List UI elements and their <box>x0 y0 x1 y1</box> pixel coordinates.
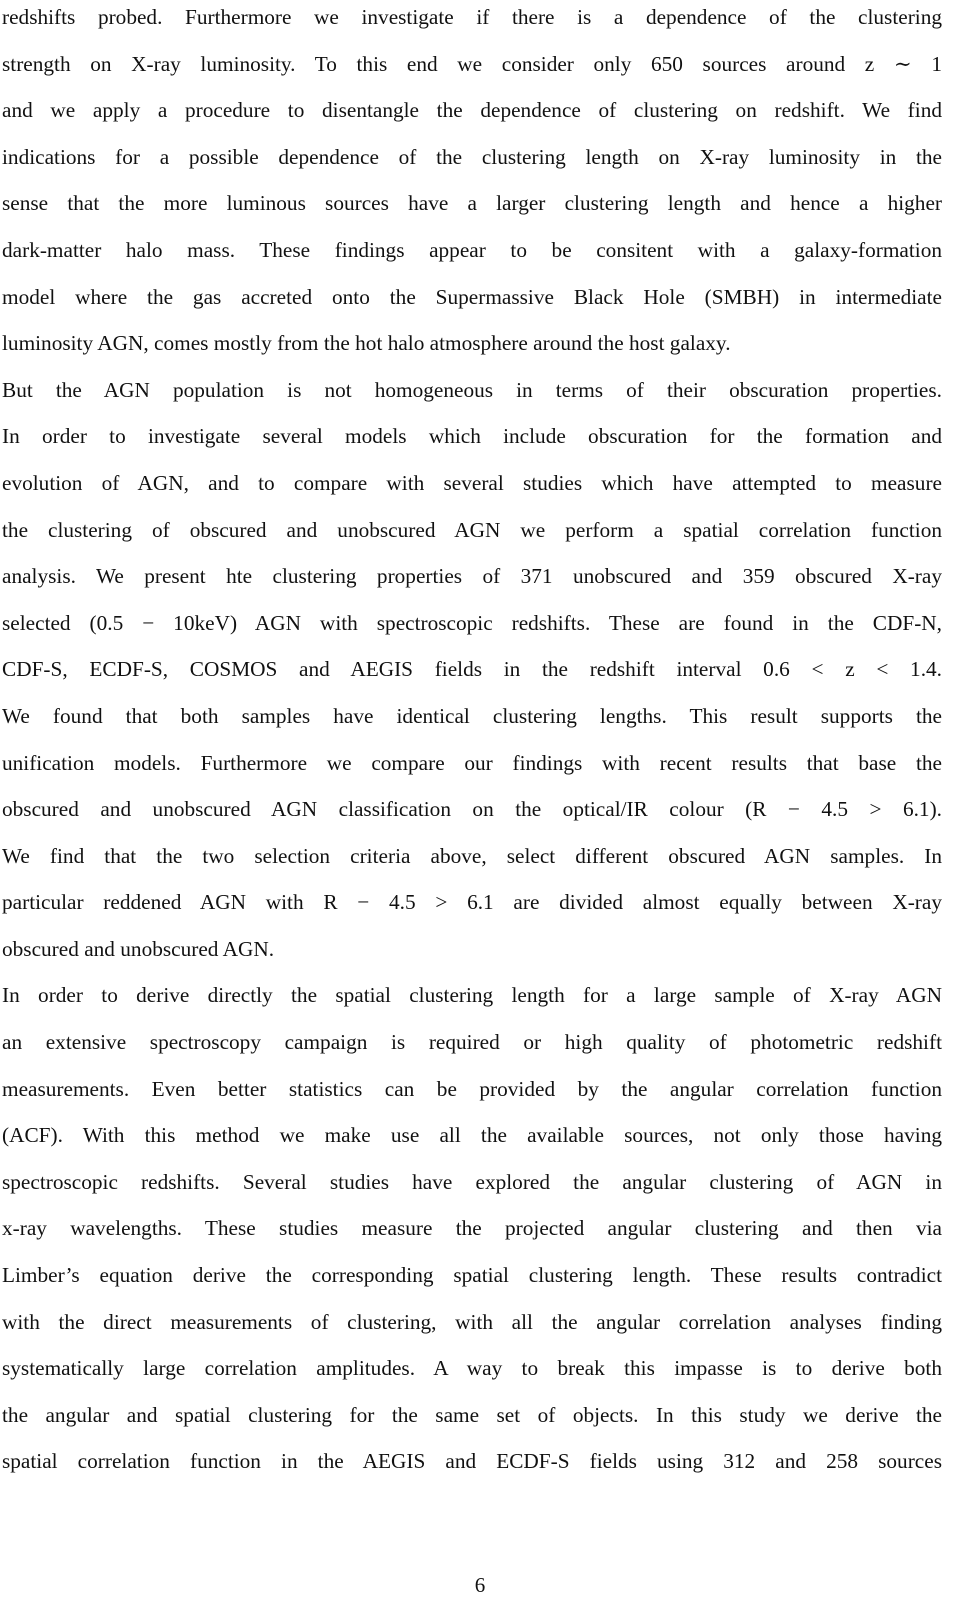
text-line: selected (0.5 − 10keV) AGN with spectroscopic redshifts. These are found in the CDF-N, <box>2 610 942 635</box>
text-line: Limber’s equation derive the corresponding spatial clustering length. These results contradict <box>2 1263 942 1288</box>
body-text <box>2 0 942 1485</box>
text-line: spectroscopic redshifts. Several studies have explored the angular clustering of AGN in <box>2 1169 942 1194</box>
text-line: dark-matter halo mass. These findings appear to be consitent with a galaxy-formation <box>2 237 942 262</box>
text-line: sense that the more luminous sources have a larger clustering length and hence a higher <box>2 191 942 216</box>
text-line: systematically large correlation amplitudes. A way to break this impasse is to derive both <box>2 1356 942 1381</box>
text-line: In order to investigate several models which include obscuration for the formation and <box>2 424 942 449</box>
text-line: model where the gas accreted onto the Supermassive Black Hole (SMBH) in intermediate <box>2 284 942 309</box>
text-line: redshifts probed. Furthermore we investigate if there is a dependence of the clustering <box>2 5 942 29</box>
text-line: the angular and spatial clustering for the same set of objects. In this study we derive the <box>2 1402 942 1427</box>
text-line: But the AGN population is not homogeneous in terms of their obscuration properties. <box>2 377 942 402</box>
text-line: analysis. We present hte clustering properties of 371 unobscured and 359 obscured X-ray <box>2 564 942 589</box>
text-line: evolution of AGN, and to compare with several studies which have attempted to measure <box>2 470 942 495</box>
text-line: We find that the two selection criteria above, select different obscured AGN samples. In <box>2 843 942 868</box>
text-line: the clustering of obscured and unobscured AGN we perform a spatial correlation function <box>2 517 942 542</box>
text-line: (ACF). With this method we make use all the available sources, not only those having <box>2 1123 942 1148</box>
text-line: spatial correlation function in the AEGIS and ECDF-S fields using 312 and 258 sources <box>2 1449 942 1474</box>
text-line: with the direct measurements of clustering, with all the angular correlation analyses finding <box>2 1309 942 1334</box>
text-line: We found that both samples have identical clustering lengths. This result supports the <box>2 703 942 728</box>
text-line: measurements. Even better statistics can be provided by the angular correlation function <box>2 1076 942 1101</box>
text-line: x-ray wavelengths. These studies measure the projected angular clustering and then via <box>2 1216 942 1241</box>
text-line: an extensive spectroscopy campaign is required or high quality of photometric redshift <box>2 1030 942 1055</box>
text-line: unification models. Furthermore we compare our findings with recent results that base the <box>2 750 942 775</box>
text-line: and we apply a procedure to disentangle the dependence of clustering on redshift. We find <box>2 98 942 123</box>
text-line: indications for a possible dependence of the clustering length on X-ray luminosity in the <box>2 144 942 169</box>
text-line: obscured and unobscured AGN. <box>2 936 275 961</box>
text-line: strength on X-ray luminosity. To this end we consider only 650 sources around z ∼ 1 <box>2 51 942 76</box>
text-line: CDF-S, ECDF-S, COSMOS and AEGIS fields in the redshift interval 0.6 < z < 1.4. <box>2 657 942 682</box>
text-line: luminosity AGN, comes mostly from the hot halo atmosphere around the host galaxy. <box>2 331 731 356</box>
page-number: 6 <box>474 1573 486 1597</box>
text-line: obscured and unobscured AGN classification on the optical/IR colour (R − 4.5 > 6.1). <box>2 797 942 822</box>
text-line: In order to derive directly the spatial clustering length for a large sample of X-ray AGN <box>2 983 942 1008</box>
text-line: particular reddened AGN with R − 4.5 > 6.1 are divided almost equally between X-ray <box>2 890 942 915</box>
